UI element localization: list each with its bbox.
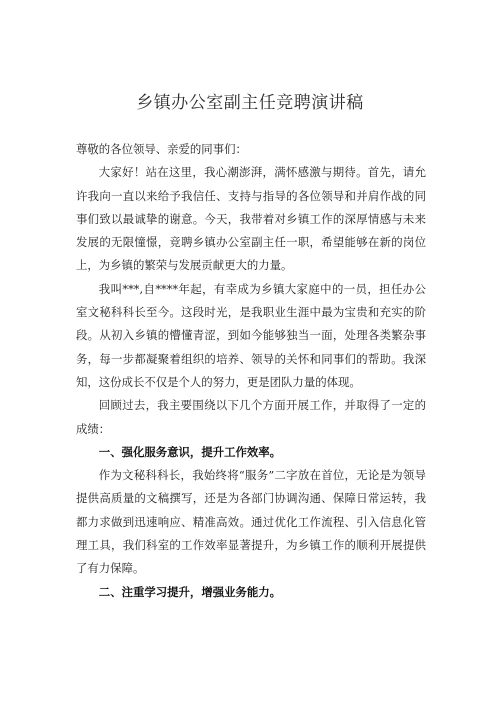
document-body [76,138,426,604]
salutation: 尊敬的各位领导、亲爱的同事们： [76,142,247,156]
paragraph-self-introduction: 我叫***,自****年起，有幸成为乡镇大家庭中的一员，担任办公室文秘科科长至今。这段时光，是我职业生涯中最为宝贵和充实的阶段。从初入乡镇的懵懂青涩，到如今能够独当一面，处理各类繁杂事务，每一步都凝聚着组织的培养、领导的关怀和同事们的帮助。我深知，这份成长不仅是个人的努力，更是团队力量的体现。 [76,281,426,389]
paragraph-review-intro: 回顾过去，我主要围绕以下几个方面开展工作，并取得了一定的成绩： [76,398,426,436]
document-title: 乡镇办公室副主任竞聘演讲稿 [136,93,364,113]
section-heading-1: 一、强化服务意识，提升工作效率。 [98,444,282,459]
paragraph-greeting: 大家好！站在这里，我心潮澎湃，满怀感激与期待。首先，请允许我向一直以来给予我信任、支持与指导的各位领导和并肩作战的同事们致以最诚挚的谢意。今天，我带着对乡镇工作的深厚情感与未来发展的无限憧憬，竞聘乡镇办公室副主任一职，希望能够在新的岗位上，为乡镇的繁荣与发展贡献更大的力量。 [76,165,426,273]
paragraph-service: 作为文秘科科长，我始终将“服务”二字放在首位，无论是为领导提供高质量的文稿撰写，还是为各部门协调沟通、保障日常运转，我都力求做到迅速响应、精准高效。通过优化工作流程、引入信息化管理工具，我们科室的工作效率显著提升，为乡镇工作的顺利开展提供了有力保障。 [76,468,426,576]
section-heading-2: 二、注重学习提升，增强业务能力。 [98,584,282,599]
